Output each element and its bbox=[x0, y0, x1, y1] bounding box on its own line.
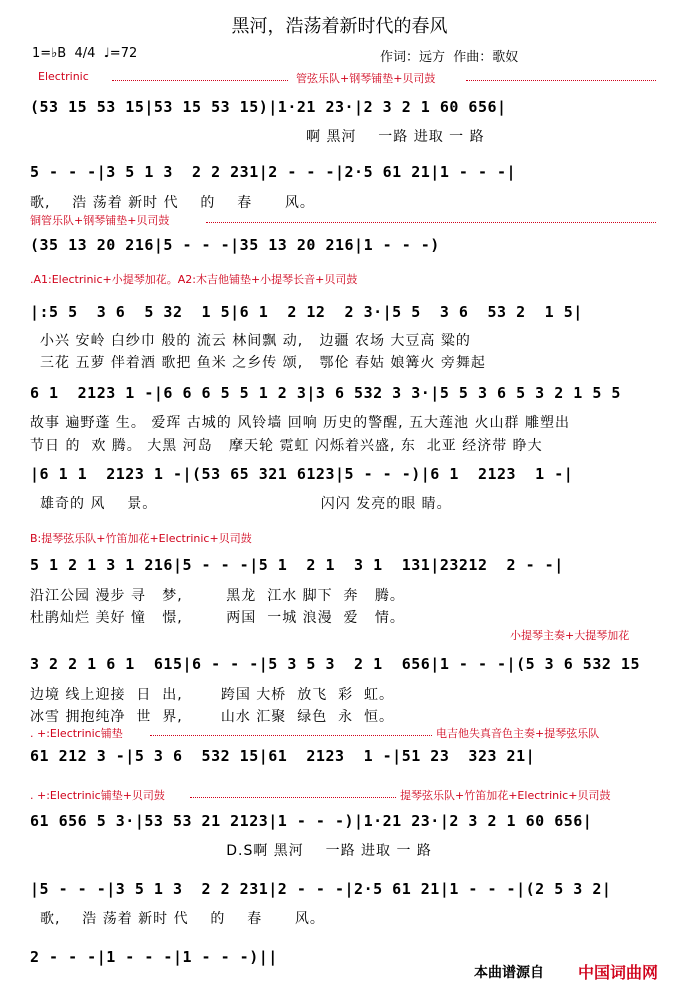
page-title: 黑河，浩荡着新时代的春风 bbox=[231, 16, 448, 37]
credits: 作词：远方 作曲：歌奴 bbox=[380, 50, 519, 65]
notation-line: 5 - - -|3 5 1 3 2 2 231|2 - - -|2·5 61 21|1 - - -| bbox=[30, 163, 517, 181]
instrumentation-annotation: 电吉他失真音色主奏+提琴弦乐队 bbox=[436, 727, 600, 740]
annotation-dots bbox=[190, 797, 396, 798]
lyric-line: 杜鹃灿烂 美好 憧 憬, 两国 一城 浪漫 爱 情。 bbox=[30, 610, 405, 626]
lyric-line: 边境 线上迎接 日 出, 跨国 大桥 放飞 彩 虹。 bbox=[30, 687, 395, 703]
lyric-line: 沿江公园 漫步 寻 梦, 黑龙 江水 脚下 奔 腾。 bbox=[30, 588, 405, 604]
notation-line: 2 - - -|1 - - -|1 - - -)|| bbox=[30, 948, 278, 966]
instrumentation-annotation: B:提琴弦乐队+竹笛加花+Electrinic+贝司鼓 bbox=[30, 532, 252, 545]
instrumentation-annotation: 小提琴主奏+大提琴加花 bbox=[510, 629, 630, 642]
lyric-line: D.S啊 黑河 一路 进取 一 路 bbox=[30, 843, 432, 859]
notation-line: (53 15 53 15|53 15 53 15)|1·21 23·|2 3 2 1 60 656| bbox=[30, 98, 507, 116]
instrumentation-annotation: .A1:Electrinic+小提琴加花。A2:木吉他铺垫+小提琴长音+贝司鼓 bbox=[30, 273, 358, 286]
notation-line: 3 2 2 1 6 1 615|6 - - -|5 3 5 3 2 1 656|1 - - -|(5 3 6 532 15 bbox=[30, 655, 640, 673]
notation-line: |6 1 1 2123 1 -|(53 65 321 6123|5 - - -)|6 1 2123 1 -| bbox=[30, 465, 574, 483]
instrumentation-annotation: 提琴弦乐队+竹笛加花+Electrinic+贝司鼓 bbox=[400, 789, 611, 802]
instrumentation-annotation: Electrinic bbox=[38, 70, 89, 83]
lyric-line: 歌, 浩 荡着 新时 代 的 春 风。 bbox=[40, 911, 325, 927]
notation-line: |5 - - -|3 5 1 3 2 2 231|2 - - -|2·5 61 21|1 - - -|(2 5 3 2| bbox=[30, 880, 612, 898]
instrumentation-annotation: . +:Electrinic铺垫 bbox=[30, 727, 123, 740]
annotation-dots bbox=[466, 80, 656, 81]
notation-line: (35 13 20 216|5 - - -|35 13 20 216|1 - - -) bbox=[30, 236, 440, 254]
notation-line: 61 212 3 -|5 3 6 532 15|61 2123 1 -|51 23 323 21| bbox=[30, 747, 536, 765]
lyric-line: 啊 黑河 一路 进取 一 路 bbox=[306, 129, 485, 145]
lyric-line: 歌, 浩 荡着 新时 代 的 春 风。 bbox=[30, 195, 315, 211]
lyric-line: 雄奇的 风 景。 闪闪 发亮的眼 睛。 bbox=[40, 496, 452, 512]
notation-line: 5 1 2 1 3 1 216|5 - - -|5 1 2 1 3 1 131|23212 2 - -| bbox=[30, 556, 564, 574]
notation-line: |:5 5 3 6 5 32 1 5|6 1 2 12 2 3·|5 5 3 6 53 2 1 5| bbox=[30, 303, 583, 321]
instrumentation-annotation: . +:Electrinic铺垫+贝司鼓 bbox=[30, 789, 165, 802]
lyric-line: 小兴 安岭 白纱巾 般的 流云 林间飘 动, 边疆 农场 大豆高 粱的 bbox=[40, 333, 471, 349]
notation-line: 61 656 5 3·|53 53 21 2123|1 - - -)|1·21 23·|2 3 2 1 60 656| bbox=[30, 812, 593, 830]
site-name: 中国词曲网 bbox=[578, 963, 659, 982]
lyric-line: 节日 的 欢 腾。 大黑 河岛 摩天轮 霓虹 闪烁着兴盛, 东 北亚 经济带 睁大 bbox=[30, 438, 543, 454]
source-label: 本曲谱源自 bbox=[474, 965, 544, 981]
annotation-dots bbox=[112, 80, 288, 81]
notation-line: 6 1 2123 1 -|6 6 6 5 5 1 2 3|3 6 532 3 3·|5 5 3 6 5 3 2 1 5 5 bbox=[30, 384, 621, 402]
key-signature: 1=♭B 4/4 ♩=72 bbox=[32, 46, 138, 61]
lyric-line: 三花 五萝 伴着酒 歌把 鱼米 之乡传 颂, 鄂伦 春姑 娘篝火 旁舞起 bbox=[40, 355, 486, 371]
lyric-line: 冰雪 拥抱纯净 世 界, 山水 汇聚 绿色 永 恒。 bbox=[30, 709, 395, 725]
instrumentation-annotation: 管弦乐队+钢琴铺垫+贝司鼓 bbox=[296, 72, 436, 85]
lyric-line: 故事 遍野蓬 生。 爱珲 古城的 风铃墙 回响 历史的警醒, 五大莲池 火山群 雕塑出 bbox=[30, 415, 570, 431]
instrumentation-annotation: 铜管乐队+钢琴铺垫+贝司鼓 bbox=[30, 214, 170, 227]
annotation-dots bbox=[206, 222, 656, 223]
annotation-dots bbox=[150, 735, 432, 736]
